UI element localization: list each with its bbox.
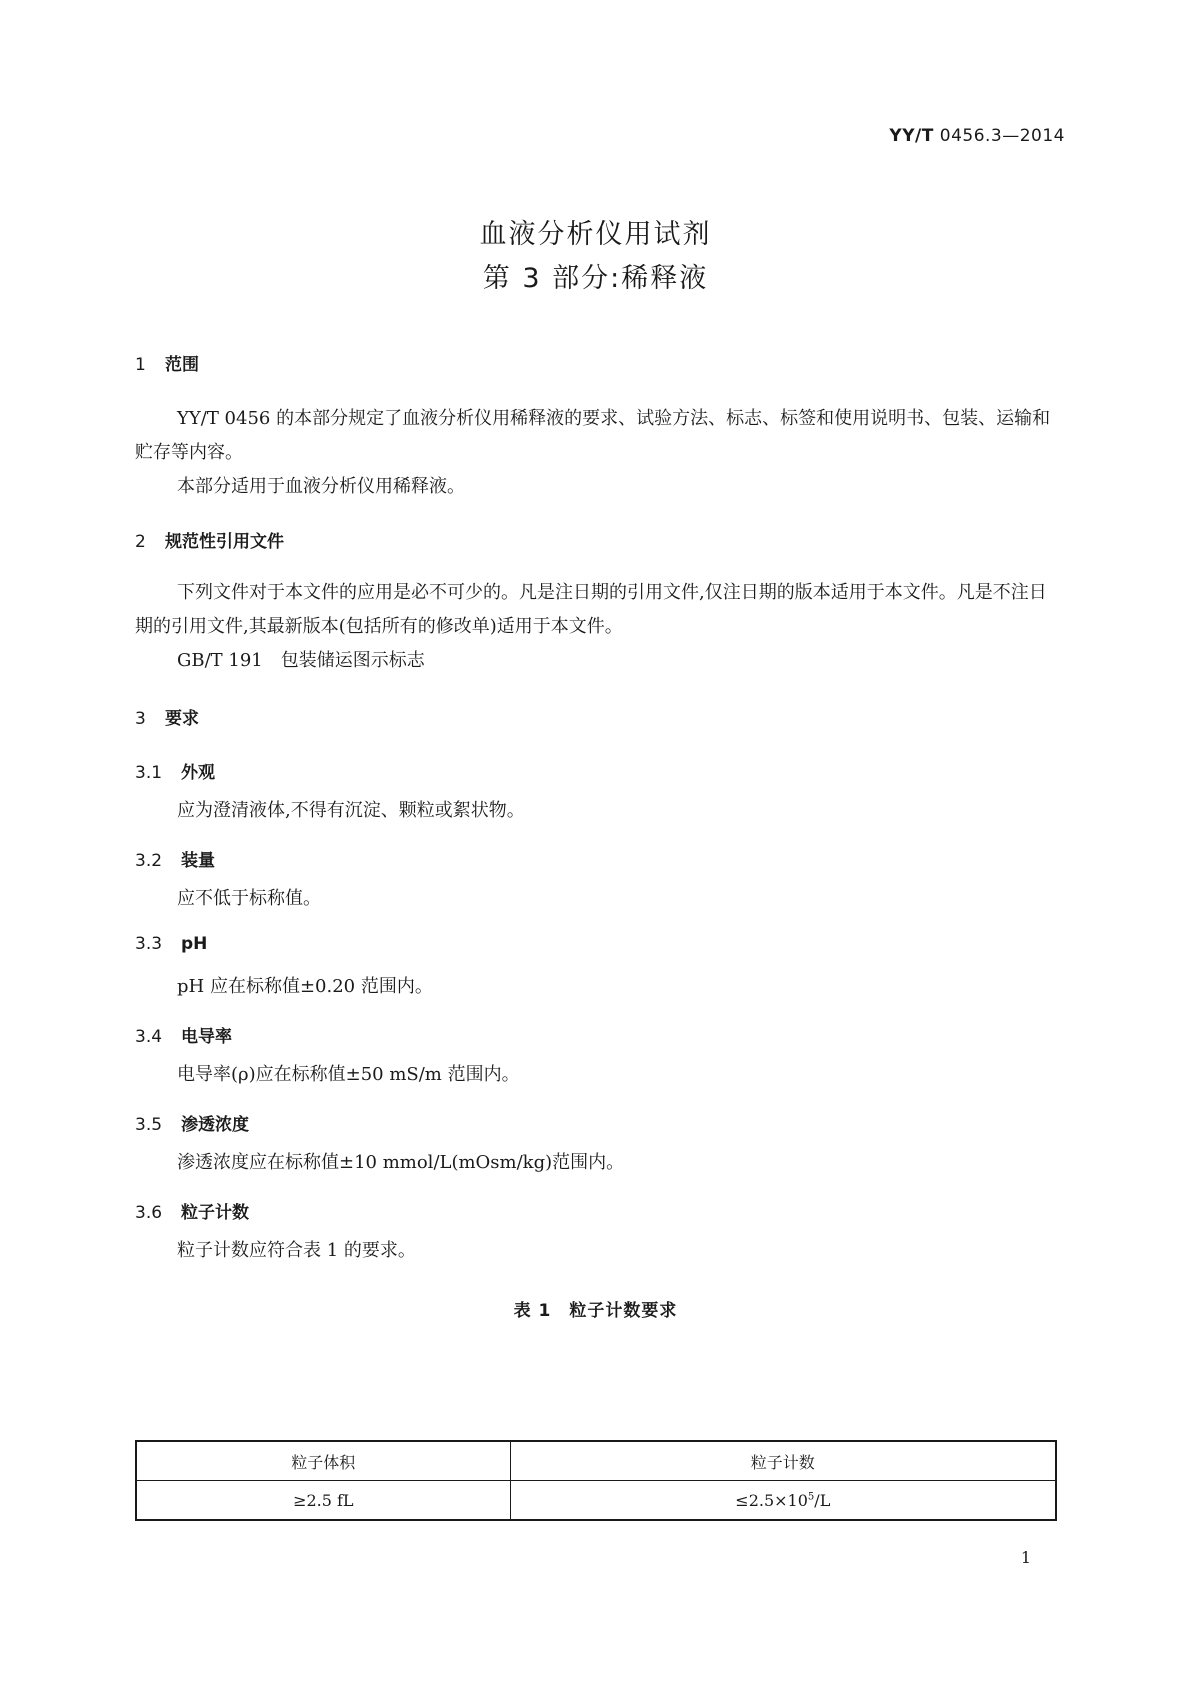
page-number: 1 bbox=[1020, 1548, 1031, 1567]
section-3-6-heading bbox=[135, 1198, 249, 1223]
section-3-5-number: 3.5 bbox=[135, 1115, 163, 1135]
count-unit: /L bbox=[814, 1490, 831, 1510]
section-1-heading bbox=[135, 350, 199, 375]
count-exponent: 5 bbox=[807, 1491, 815, 1503]
section-3-1-number: 3.1 bbox=[135, 763, 163, 783]
section-3-number: 3 bbox=[135, 709, 146, 729]
section-3-6-text: 粒子计数应符合表 1 的要求。 bbox=[177, 1240, 416, 1261]
section-3-4-heading bbox=[135, 1022, 232, 1047]
section-3-6-number: 3.6 bbox=[135, 1203, 163, 1223]
section-2-para-1: 下列文件对于本文件的应用是必不可少的。凡是注日期的引用文件,仅注日期的版本适用于本文件。凡是不注日期的引用文件,其最新版本(包括所有的修改单)适用于本文件。 bbox=[135, 582, 1047, 637]
section-3-4-title: 电导率 bbox=[181, 1027, 232, 1047]
section-3-3-text: pH 应在标称值±0.20 范围内。 bbox=[177, 976, 433, 997]
section-3-1-heading bbox=[135, 758, 215, 783]
section-2-body bbox=[135, 576, 1057, 678]
section-3-1-text: 应为澄清液体,不得有沉淀、颗粒或絮状物。 bbox=[177, 800, 525, 821]
table-1-caption: 表 1 粒子计数要求 bbox=[513, 1301, 678, 1321]
section-2-reference: GB/T 191 包装储运图示标志 bbox=[177, 650, 425, 671]
section-3-4-text: 电导率(ρ)应在标称值±50 mS/m 范围内。 bbox=[177, 1064, 520, 1085]
section-3-2-heading bbox=[135, 846, 215, 871]
table-cell-count bbox=[510, 1481, 1056, 1521]
section-1-number: 1 bbox=[135, 355, 146, 375]
table-header-row bbox=[136, 1441, 1056, 1481]
section-1-para-1: YY/T 0456 的本部分规定了血液分析仪用稀释液的要求、试验方法、标志、标签和使用说明书、包装、运输和贮存等内容。 bbox=[135, 408, 1051, 463]
section-3-5-body bbox=[135, 1146, 1057, 1180]
section-3-3-number: 3.3 bbox=[135, 934, 163, 954]
section-3-2-title: 装量 bbox=[181, 851, 215, 871]
section-2-number: 2 bbox=[135, 532, 146, 552]
section-3-2-number: 3.2 bbox=[135, 851, 163, 871]
table-cell-volume: ≥2.5 fL bbox=[136, 1481, 510, 1521]
section-3-4-number: 3.4 bbox=[135, 1027, 163, 1047]
section-3-1-body bbox=[135, 794, 1057, 828]
table-header-count: 粒子计数 bbox=[510, 1441, 1056, 1481]
document-subtitle: 第 3 部分:稀释液 bbox=[482, 263, 709, 294]
section-3-2-body bbox=[135, 882, 1057, 916]
section-3-5-text: 渗透浓度应在标称值±10 mmol/L(mOsm/kg)范围内。 bbox=[177, 1152, 625, 1173]
particle-count-table bbox=[135, 1440, 1057, 1521]
section-3-4-body bbox=[135, 1058, 1057, 1092]
standard-code bbox=[889, 126, 1065, 146]
section-1-title: 范围 bbox=[165, 355, 199, 375]
section-3-title: 要求 bbox=[165, 709, 199, 729]
section-3-5-heading bbox=[135, 1110, 249, 1135]
section-3-heading bbox=[135, 704, 199, 729]
standard-code-number: 0456.3—2014 bbox=[939, 126, 1065, 146]
section-2-title: 规范性引用文件 bbox=[165, 532, 284, 552]
section-3-3-heading bbox=[135, 934, 207, 954]
section-3-3-title: pH bbox=[181, 934, 208, 954]
count-base: ≤2.5×10 bbox=[735, 1490, 808, 1510]
standard-code-prefix: YY/T bbox=[889, 126, 934, 146]
section-1-para-2: 本部分适用于血液分析仪用稀释液。 bbox=[177, 476, 465, 497]
document-title: 血液分析仪用试剂 bbox=[479, 219, 712, 250]
section-3-3-body bbox=[135, 970, 1057, 1004]
section-2-heading bbox=[135, 527, 284, 552]
section-3-6-title: 粒子计数 bbox=[181, 1203, 249, 1223]
section-3-6-body bbox=[135, 1234, 1057, 1268]
table-header-volume: 粒子体积 bbox=[136, 1441, 510, 1481]
table-row bbox=[136, 1481, 1056, 1521]
section-3-5-title: 渗透浓度 bbox=[181, 1115, 249, 1135]
section-1-body bbox=[135, 402, 1057, 504]
section-3-2-text: 应不低于标称值。 bbox=[177, 888, 321, 909]
section-3-1-title: 外观 bbox=[181, 763, 215, 783]
